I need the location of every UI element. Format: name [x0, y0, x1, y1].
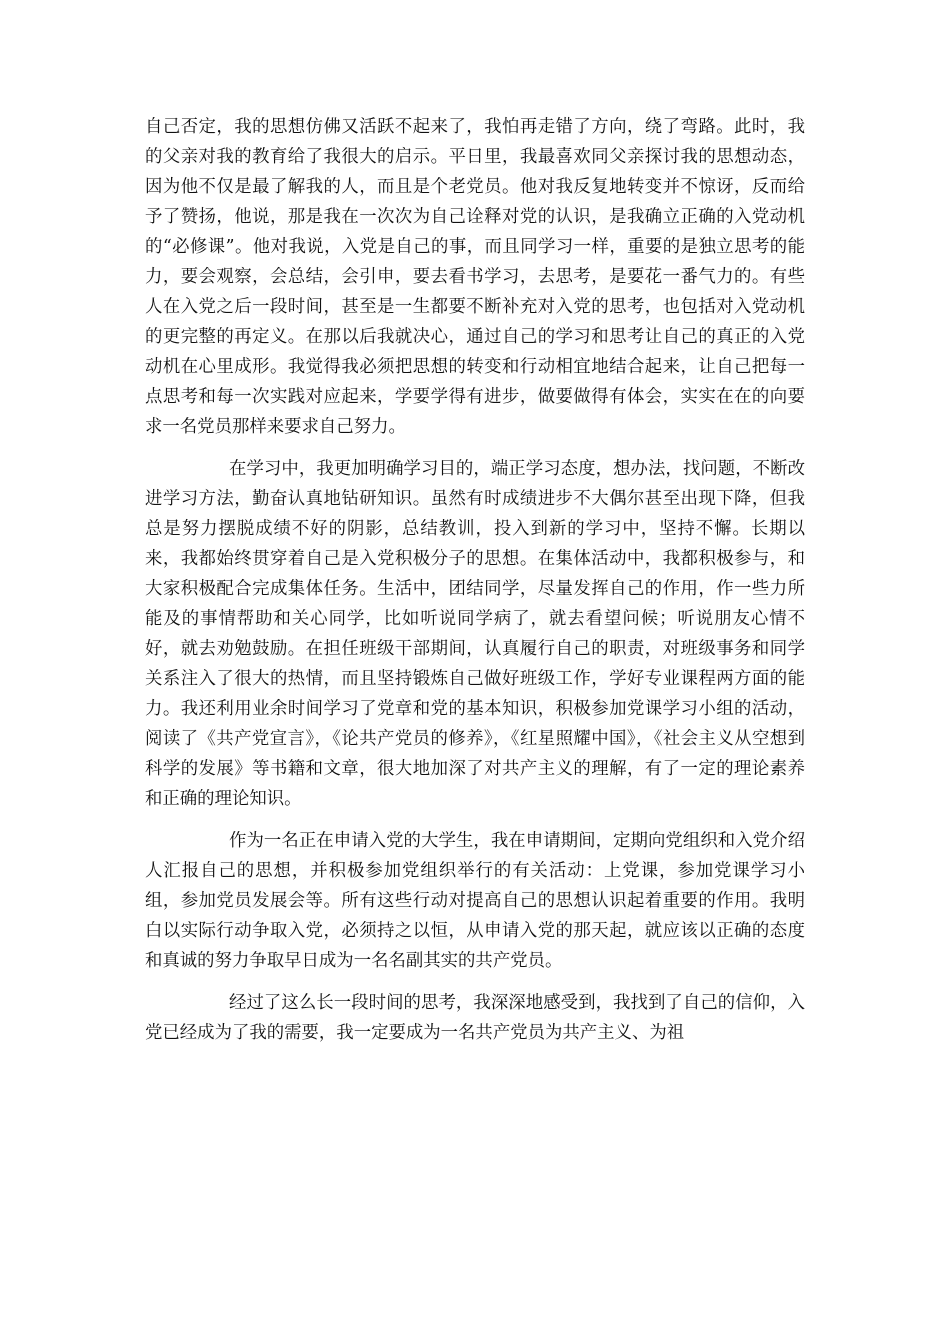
paragraph-conclusion: 经过了这么长一段时间的思考，我深深地感受到，我找到了自己的信仰，入党已经成为了我的需要，我一定要成为一名共产党员为共产主义、为祖: [145, 993, 805, 1043]
document-body: [145, 112, 805, 1048]
paragraph-study: 在学习中，我更加明确学习目的，端正学习态度，想办法，找问题，不断改进学习方法，勤奋认真地钻研知识。虽然有时成绩进步不大偶尔甚至出现下降，但我总是努力摆脱成绩不好的阴影，总结教训，投入到新的学习中，坚持不懈。长期以来，我都始终贯穿着自己是入党积极分子的思想。在集体活动中，我都积极参与，和大家积极配合完成集体任务。生活中，团结同学，尽量发挥自己的作用，作一些力所能及的事情帮助和关心同学，比如听说同学病了，就去看望问候；听说朋友心情不好，就去劝勉鼓励。在担任班级干部期间，认真履行自己的职责，对班级事务和同学关系注入了很大的热情，而且坚持锻炼自己做好班级工作，学好专业课程两方面的能力。我还利用业余时间学习了党章和党的基本知识，积极参加党课学习小组的活动，阅读了《共产党宣言》，《论共产党员的修养》，《红星照耀中国》，《社会主义从空想到科学的发展》等书籍和文章，很大地加深了对共产主义的理解，有了一定的理论素养和正确的理论知识。: [145, 459, 805, 809]
paragraph-application: 作为一名正在申请入党的大学生，我在申请期间，定期向党组织和入党介绍人汇报自己的思想，并积极参加党组织举行的有关活动：上党课，参加党课学习小组，参加党员发展会等。所有这些行动对提高自己的思想认识起着重要的作用。我明白以实际行动争取入党，必须持之以恒，从申请入党的那天起，就应该以正确的态度和真诚的努力争取早日成为一名名副其实的共产党员。: [145, 831, 805, 971]
paragraph-continuation: 自己否定，我的思想仿佛又活跃不起来了，我怕再走错了方向，绕了弯路。此时，我的父亲对我的教育给了我很大的启示。平日里，我最喜欢同父亲探讨我的思想动态，因为他不仅是最了解我的人，而且是个老党员。他对我反复地转变并不惊讶，反而给予了赞扬，他说，那是我在一次次为自己诠释对党的认识，是我确立正确的入党动机的“必修课”。他对我说，入党是自己的事，而且同学习一样，重要的是独立思考的能力，要会观察，会总结，会引申，要去看书学习，去思考，是要花一番气力的。有些人在入党之后一段时间，甚至是一生都要不断补充对入党的思考，也包括对入党动机的更完整的再定义。在那以后我就决心，通过自己的学习和思考让自己的真正的入党动机在心里成形。我觉得我必须把思想的转变和行动相宜地结合起来，让自己把每一点思考和每一次实践对应起来，学要学得有进步，做要做得有体会，实实在在的向要求一名党员那样来要求自己努力。: [145, 117, 805, 437]
